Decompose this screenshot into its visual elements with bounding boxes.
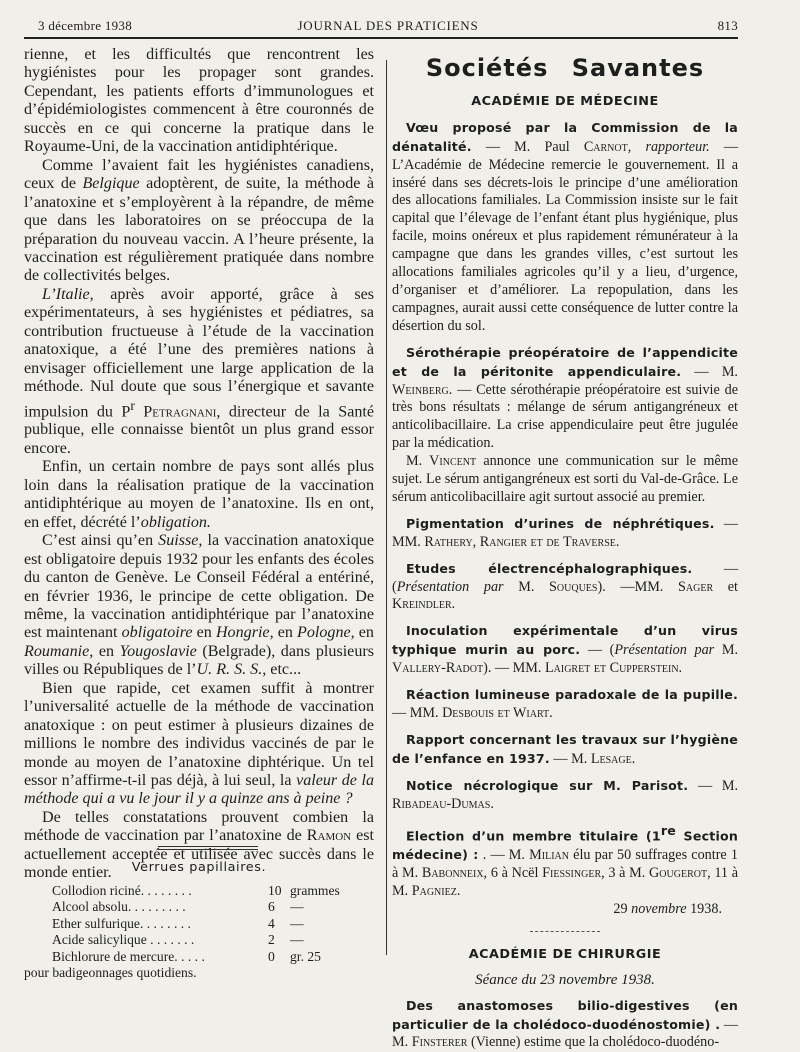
ingredient: Alcool absolu. . . . . . . . . — [52, 899, 186, 915]
person-name: Carnot, — [583, 138, 632, 155]
prescription-note: pour badigeonnages quotidiens. — [24, 965, 197, 981]
text: 3 à M. — [604, 865, 650, 882]
quantity: 4 — [268, 915, 275, 931]
emphasis: valeur de la méthode qui a vu le jour il y a quinze ans à peine ? — [24, 772, 375, 808]
text: — ( — [392, 560, 738, 595]
communication-title: Sérothérapie préopératoire de l’appendicite et de la péritonite appendiculaire. — [392, 344, 738, 379]
text: — M. Paul — [471, 138, 584, 155]
text: M. — [714, 642, 738, 659]
unit: gr. 25 — [290, 948, 321, 964]
prescription-row — [24, 932, 374, 949]
session-heading: Séance du 23 novembre 1938. — [475, 971, 655, 988]
emphasis: Pologne, — [297, 624, 355, 642]
ingredient: Acide salicylique . . . . . . . — [52, 932, 195, 948]
left-column — [24, 46, 374, 883]
text: — M. — [549, 750, 591, 767]
person-name: Kreindler. — [392, 596, 456, 613]
text: — M. — [681, 363, 738, 380]
person-name: Souques — [549, 578, 598, 595]
text: annonce une communication sur le même sujet. Le sérum antigangréneux est sorti du Val-de-Grâce. Le sérum anticolibacillaire agit surtout associé au premier. — [392, 453, 738, 505]
text: De telles constatations prouvent combien la méthode de vaccination par l’anatoxine de — [24, 808, 374, 845]
text: est actuellement acceptée et utilisée avec succès dans le monde entier. — [24, 827, 374, 882]
communication-title: Etudes électrencéphalographiques. — [406, 560, 693, 576]
text: Comme l’avaient fait les hygiénistes canadiens, ceux de — [24, 156, 374, 193]
emphasis: Présentation par — [396, 578, 504, 595]
emphasis: Belgique — [82, 175, 140, 193]
communication-title: Section médecine) : — [392, 828, 738, 863]
person-name: Lesage. — [590, 750, 636, 767]
text: etc... — [266, 661, 302, 679]
text: directeur de la Santé publique, elle connaisse bientôt un plus grand essor encore. — [24, 402, 374, 457]
text: adoptèrent, de suite, la méthode à l’anatoxine et s’employèrent à la répandre, de même que dans les laboratoires on se préoccupa de la préparation du nouveau vaccin. A l’heure présente, la vaccination est régulièrement pratiquée dans nombre de collectivités belges. — [24, 175, 374, 285]
paragraph — [24, 286, 374, 458]
communication-title: Pigmentation d’urines de néphrétiques. — [406, 515, 715, 531]
paragraph — [24, 680, 374, 809]
superscript: r — [130, 397, 135, 413]
text: (Vienne) estime que la cholédoco-duodéno- — [467, 1034, 720, 1051]
communication-title: Election d’un membre titulaire (1 — [406, 828, 661, 844]
emphasis: L’Italie, — [42, 285, 94, 303]
person-name: Babonneix, — [421, 865, 488, 882]
emphasis: obligation. — [140, 513, 211, 531]
text: Bien que rapide, cet examen suffit à montrer l’universalité actuelle de la méthode de vaccination anatoxique : on peut estimer à plusieurs dizaines de millions le nombre des individus vaccinés de par le monde au moyen de l’anatoxine diphtérique. Un tel essor n’affirme-t-il pas déjà, à lui seul, la — [24, 679, 374, 790]
text: — MM. — [392, 515, 738, 550]
academy-heading: ACADÉMIE DE MÉDECINE — [471, 93, 659, 109]
prescription-title: Verrues papillaires. — [131, 860, 267, 875]
unit: — — [290, 915, 304, 931]
communication — [392, 119, 738, 336]
communication — [392, 822, 738, 901]
person-name: Gougerot, — [649, 865, 711, 882]
paragraph — [24, 157, 374, 286]
person-name: Pagniez. — [411, 882, 461, 899]
prescription-row — [24, 916, 374, 933]
text: la vaccination anatoxique est obligatoire depuis 1932 pour les enfants des écoles du canton de Genève. Le Conseil Fédéral a entériné, en février 1936, le principe de cette obligation. De même, la vaccination antidiphtérique par l’anatoxine est maintenant — [24, 532, 374, 642]
communication-title: Réaction lumineuse paradoxale de la pupille. — [406, 687, 738, 703]
text: après avoir apporté, grâce à ses expérimentateurs, à ses hygiénistes et pédiatres, sa contribution fructueuse à l’étude de la vaccination anatoxique, a été l’une des premières nations à envisager officiellement une large application de la méthode. Nul doute que sous l’énergique et savante impulsion du P — [24, 285, 374, 420]
text: ). —MM. — [597, 578, 678, 595]
text: élu par 50 suffrages contre 1 à M. — [392, 847, 738, 882]
emphasis: obligatoire — [121, 624, 193, 642]
text: et — [713, 578, 738, 595]
text: 29 — [613, 900, 632, 917]
text: en — [354, 624, 374, 642]
divider — [158, 849, 258, 850]
emphasis: Roumanie, — [24, 642, 94, 660]
communication — [392, 686, 738, 723]
text: Enfin, un certain nombre de pays sont allés plus loin dans la réalisation pratique de la vaccination antidiphtérique au moyen de l’anatoxine. Ils en ont, en effet, décrété l’ — [24, 458, 374, 531]
person-name: Weinberg. — [392, 381, 453, 398]
text: 6 à Ncël — [487, 865, 543, 882]
page-number: 813 — [717, 18, 738, 33]
person-name: Fiessinger, — [542, 865, 605, 882]
emphasis: Yougoslavie — [119, 642, 197, 660]
text: en — [93, 642, 120, 660]
unit: — — [290, 899, 304, 915]
text: 11 à M. — [392, 865, 738, 899]
ingredient: Ether sulfurique. . . . . . . . — [52, 915, 191, 931]
section-title: Sociétés Savantes — [425, 54, 705, 82]
right-column — [392, 46, 738, 1052]
text: (Belgrade), dans plusieurs villes ou Républiques de l’ — [24, 642, 374, 679]
text: — Cette sérothérapie préopératoire est suivie de très bons résultats : mélange de sérum antigangréneux et anticolibacillaire. La crise appendiculaire peut être jugulée par la médication. — [392, 381, 738, 452]
session-date — [392, 901, 738, 919]
divider — [158, 846, 258, 847]
communication — [392, 344, 738, 453]
unit: grammes — [290, 882, 340, 898]
text: rienne, et les difficultés que rencontrent les hygiénistes pour les propager sont grandes. Cependant, les patients efforts d’immunologues et d’épidémiologistes commencent à être couronnés de succès en ce qui concerne la pratique dans le Royaume-Uni, de la vaccination antidiphtérique. — [24, 46, 374, 156]
communication — [392, 515, 738, 552]
paragraph — [24, 458, 374, 532]
text: en — [192, 624, 216, 642]
person-name: Vallery-Radot — [392, 660, 484, 677]
text: — ( — [580, 642, 615, 659]
text: M. — [503, 578, 550, 595]
person-name: Ramon — [306, 827, 352, 845]
quantity: 2 — [268, 932, 275, 948]
paragraph — [24, 46, 374, 157]
communication — [392, 731, 738, 769]
emphasis: Présentation par — [614, 642, 715, 659]
communication — [392, 560, 738, 615]
academy-heading: ACADÉMIE DE CHIRURGIE — [468, 946, 662, 962]
quantity: 0 — [268, 948, 275, 964]
emphasis: novembre — [631, 900, 687, 917]
text: C’est ainsi qu’en — [42, 532, 159, 550]
communication — [392, 453, 738, 507]
person-name: Rathery, Rangier et de Traverse. — [424, 533, 620, 550]
column-rule — [386, 60, 387, 955]
communication-title: Rapport concernant les travaux sur l’hygiène de l’enfance en 1937. — [392, 731, 738, 766]
communication-title: Notice nécrologique sur M. Parisot. — [406, 777, 689, 793]
emphasis: rapporteur. — [645, 138, 710, 155]
emphasis: U. R. S. S., — [196, 661, 267, 679]
text: — MM. — [392, 705, 443, 721]
issue-date: 3 décembre 1938 — [38, 18, 133, 33]
text: — M. — [392, 1016, 738, 1051]
emphasis: Hongrie, — [215, 624, 274, 642]
communication — [392, 997, 738, 1052]
text: en — [273, 624, 298, 642]
person-name: Petragnani, — [143, 402, 221, 420]
communication-title: Inoculation expérimentale d’un virus typhique murin au porc. — [392, 623, 738, 658]
quantity: 6 — [268, 899, 275, 915]
ingredient: Collodion riciné. . . . . . . . — [52, 882, 192, 898]
superscript: re — [660, 822, 677, 838]
prescription-row — [24, 899, 374, 916]
unit: — — [290, 932, 304, 948]
person-name: Desbouis et Wiart. — [442, 705, 553, 721]
running-head — [38, 16, 738, 38]
paragraph — [24, 532, 374, 680]
emphasis: Suisse, — [158, 532, 203, 550]
person-name: Milian — [529, 847, 569, 864]
person-name: Laigret et Cupperstein. — [544, 660, 683, 677]
ingredient: Bichlorure de mercure. . . . . — [52, 948, 205, 964]
text: — M. — [688, 777, 738, 794]
person-name: M. Vincent — [406, 453, 477, 470]
text: —L’Académie de Médecine remercie le gouvernement. Il a inséré dans ses décrets-lois le principe d’une amélioration des allocations familiales. La Commission insiste sur le fait capital que l’élevage de l’enfant étant plus hygiénique, plus facile, moins onéreux et plus rapidement rémunérateur à la campagne que dans les grandes villes, c’est surtout les allocations familiales agricoles qu’il y a lieu, d’urgence, d’organiser et d’améliorer. La repopulation, dans les campagnes, aurait aussi cette conséquence de lutter contre la désertion du sol. — [392, 138, 739, 334]
header-rule — [24, 37, 738, 39]
divider — [530, 931, 600, 932]
communication — [392, 777, 738, 814]
communication-title: Vœu proposé par la Commission de la dénatalité. — [392, 119, 738, 154]
person-name: Ribadeau-Dumas. — [392, 795, 494, 812]
person-name: Sager — [678, 578, 714, 595]
communication — [392, 622, 738, 678]
prescription-row — [24, 883, 374, 900]
person-name: Finsterer — [411, 1034, 468, 1051]
journal-title: JOURNAL DES PRATICIENS — [297, 18, 479, 33]
text: ). — MM. — [483, 660, 545, 677]
prescription-row — [24, 949, 374, 966]
communication-title: Des anastomoses bilio-digestives (en particulier de la cholédoco-duodénostomie) . — [392, 997, 738, 1032]
text: . — M. — [478, 847, 530, 864]
text: 1938. — [686, 900, 722, 917]
quantity: 10 — [268, 882, 282, 898]
prescription-box — [24, 860, 374, 982]
